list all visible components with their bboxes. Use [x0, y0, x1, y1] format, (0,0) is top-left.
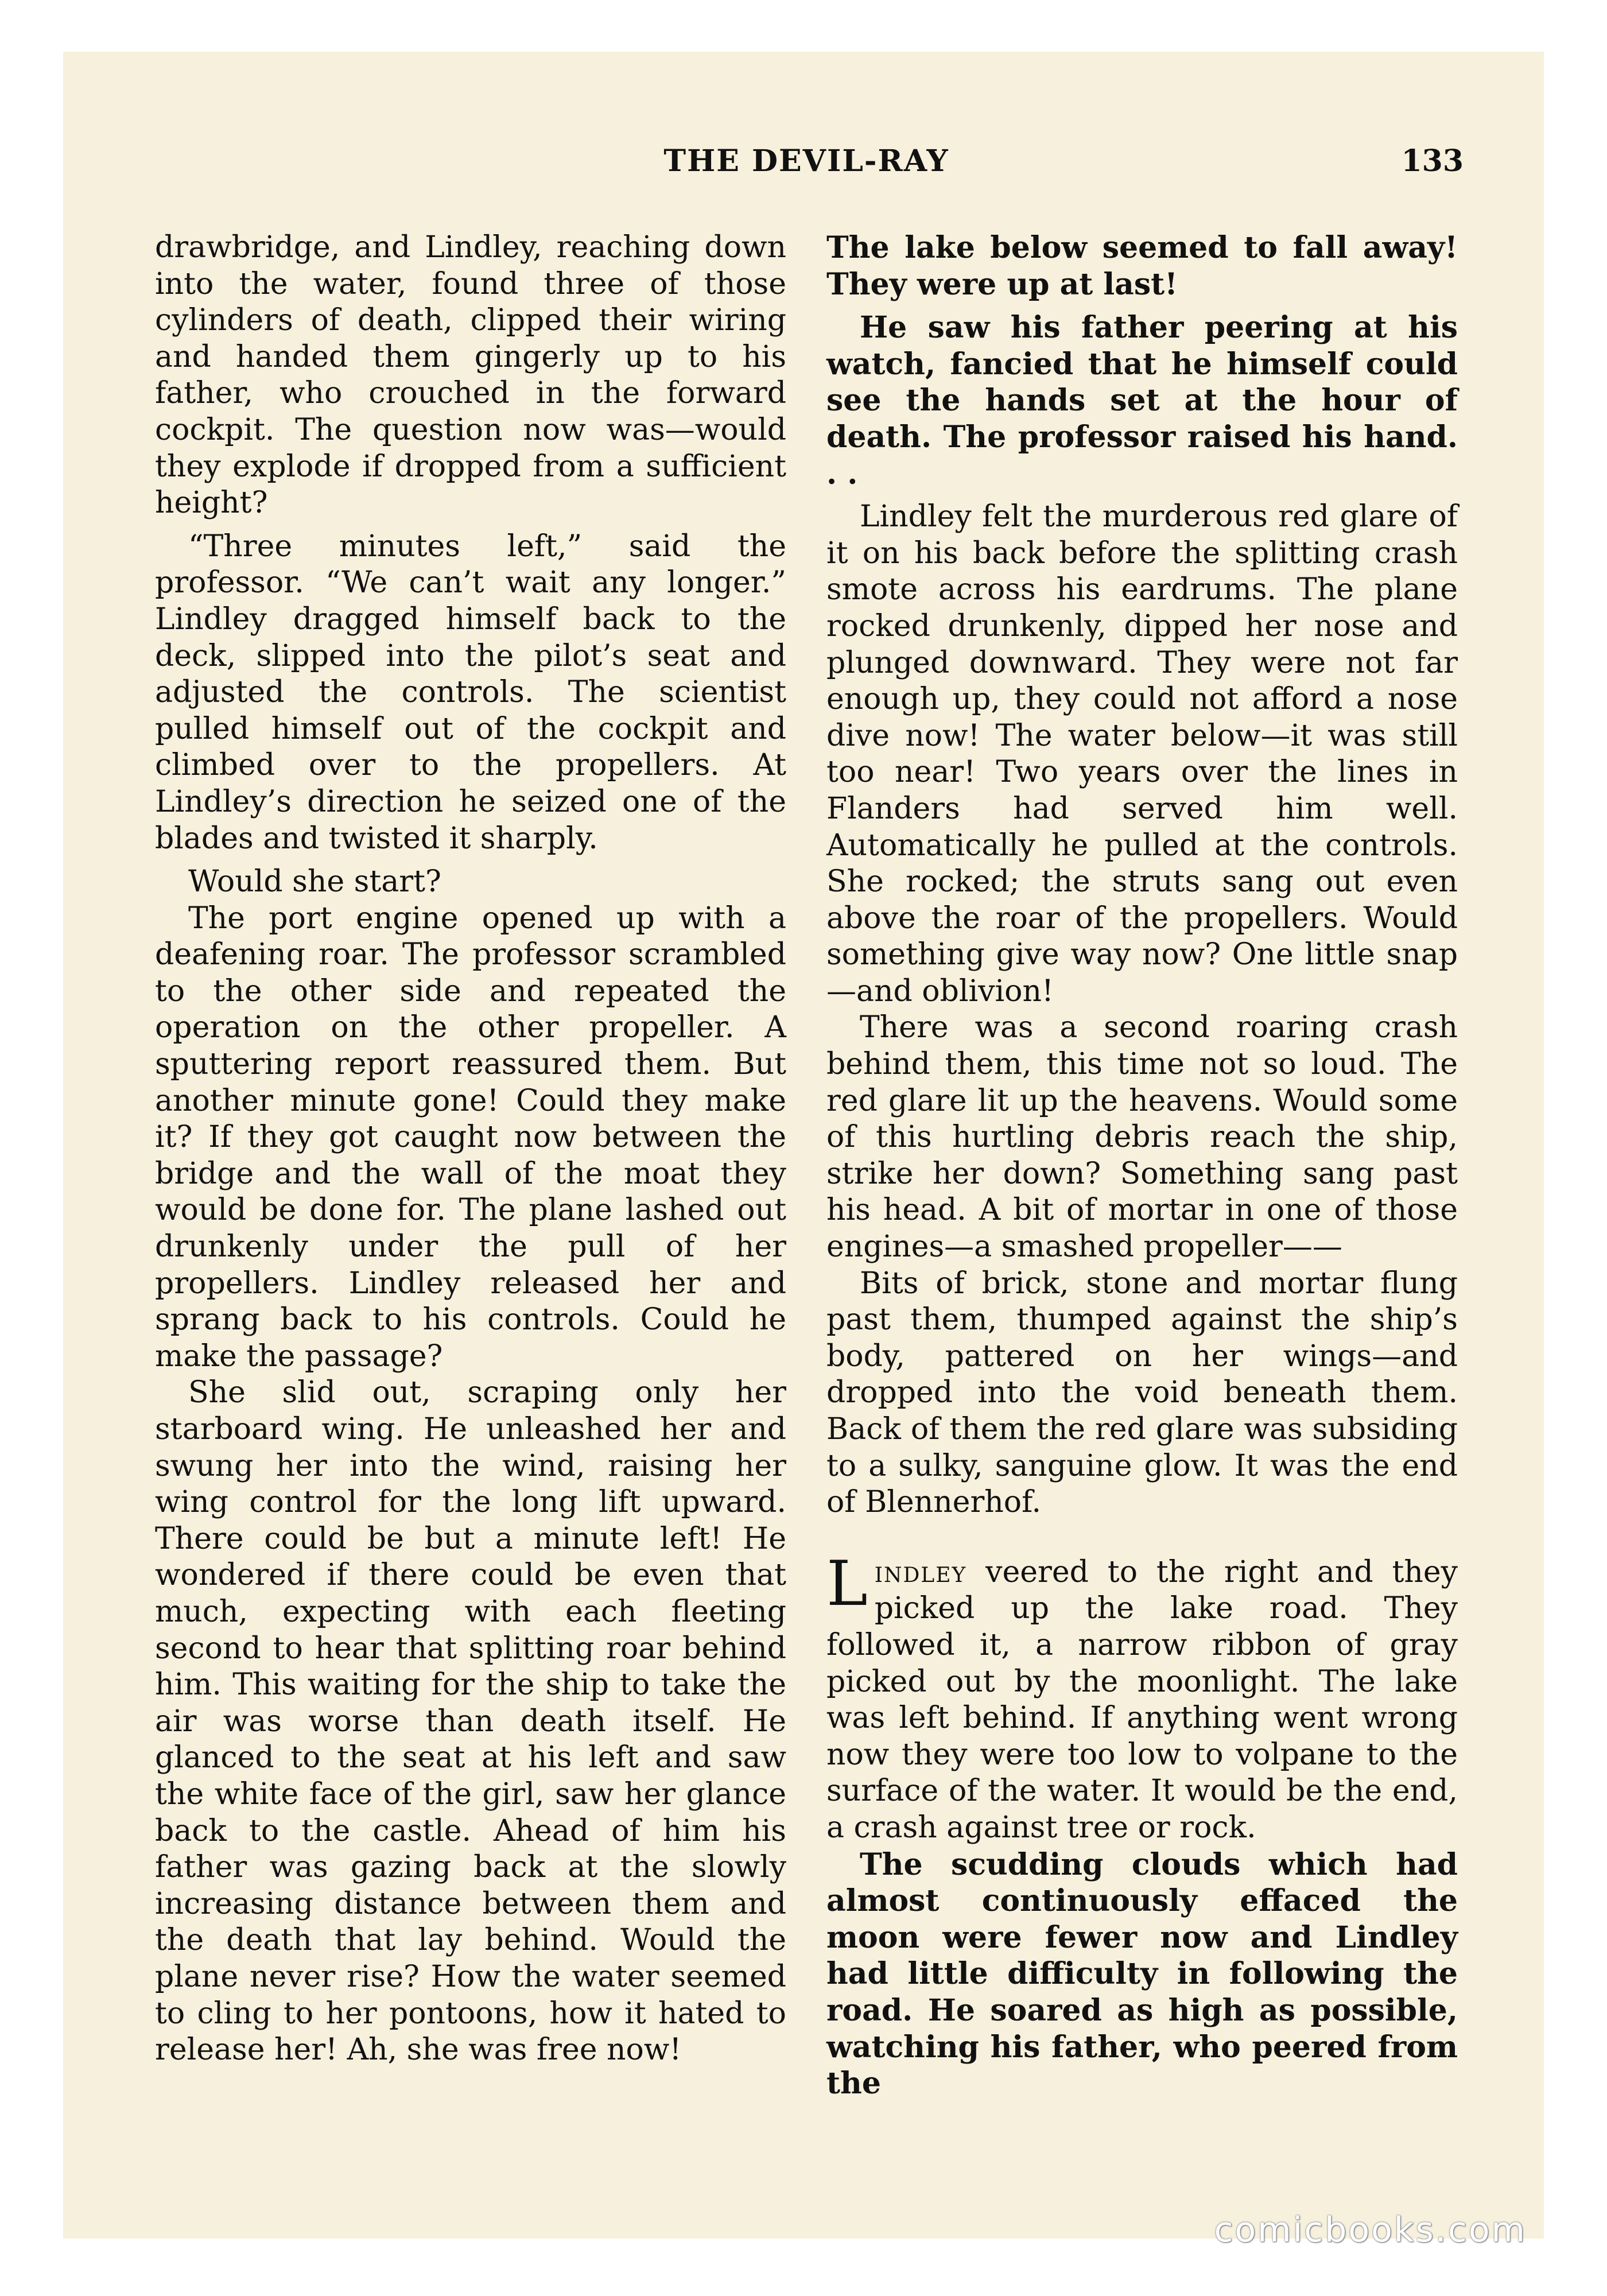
paragraph: She slid out, scraping only her starboard wing. He unleashed her and swung her into the wind, raising her wing control for the long lift upward. There could be but a minute left! He wondered if there could be even that much, expecting with each fleeting second to hear that splitting roar behind him. This waiting for the ship to take the air was worse than death itself. He glanced to the seat at his left and saw the white face of the girl, saw her glance back to the castle. Ahead of him his father was gazing back at the slowly increasing distance between them and the death that lay behind. Would the plane never rise? How the water seemed to cling to her pontoons, how it hated to release her! Ah, she was free now! — [155, 1375, 786, 2068]
paragraph: There was a second roaring crash behind them, this time not so loud. The red glare lit up the heavens. Would some of this hurtling debris reach the ship, strike her down? Something sang past his head. A bit of mortar in one of those engines—a smashed propeller—— — [826, 1010, 1458, 1265]
paragraph-text: veered to the right and they picked up the lake road. They followed it, a narrow ribbon of gray picked out by the moonlight. The lake was left behind. If anything went wrong now they were too low to volpane to the surface of the water. It would be the end, a crash against tree or rock. — [826, 1554, 1458, 1845]
paragraph: The lake below seemed to fall away! They were up at last! — [826, 230, 1458, 302]
small-caps-word: indley — [874, 1554, 967, 1589]
section-paragraph — [826, 1548, 1458, 1847]
paragraph: He saw his father peering at his watch, fancied that he himself could see the hands set at the hour of death. The professor raised his hand. . . — [826, 310, 1458, 491]
paragraph: The port engine opened up with a deafening roar. The professor scrambled to the other side and repeated the operation on the other propeller. A sputtering report reassured them. But another minute gone! Could they make it? If they got caught now between the bridge and the wall of the moat they would be done for. The plane lashed out drunkenly under the pull of her propellers. Lindley released her and sprang back to his controls. Could he make the passage? — [155, 901, 786, 1374]
paragraph: The scudding clouds which had almost continuously effaced the moon were fewer now and Lindley had little difficulty in following the road. He soared as high as possible, watching his father, who peered from the — [826, 1847, 1458, 2101]
right-column — [826, 230, 1458, 2102]
paragraph: Would she start? — [188, 864, 441, 899]
watermark: comicbooks.com — [1214, 2210, 1527, 2250]
paragraph: “Three minutes left,” said the professor. “We can’t wait any longer.” Lindley dragged himself back to the deck, slipped into the pilot’s seat and adjusted the controls. The scientist pulled himself out of the cockpit and climbed over to the propellers. At Lindley’s direction he seized one of the blades and twisted it sharply. — [155, 529, 786, 856]
page-number: 133 — [1401, 144, 1464, 179]
paragraph: drawbridge, and Lindley, reaching down into the water, found three of those cylinders of death, clipped their wiring and handed them gingerly up to his father, who crouched in the forward cockpit. The question now was—would they explode if dropped from a sufficient height? — [155, 230, 786, 521]
paragraph: Lindley felt the murderous red glare of it on his back before the splitting crash smote across his eardrums. The plane rocked drunkenly, dipped her nose and plunged downward. They were not far enough up, they could not afford a nose dive now! The water below—it was still too near! Two years over the lines in Flanders had served him well. Automatically he pulled at the controls. She rocked; the struts sang out even above the roar of the propellers. Would something give way now? One little snap—and oblivion! — [826, 499, 1458, 1009]
paragraph: Bits of brick, stone and mortar flung past them, thumped against the ship’s body, pattered on her wings—and dropped into the void beneath them. Back of them the red glare was subsiding to a sulky, sanguine glow. It was the end of Blennerhof. — [826, 1266, 1458, 1520]
running-title: THE DEVIL-RAY — [663, 144, 949, 179]
page-header — [149, 144, 1464, 184]
drop-cap: L — [826, 1548, 868, 1620]
left-column — [155, 230, 786, 2069]
